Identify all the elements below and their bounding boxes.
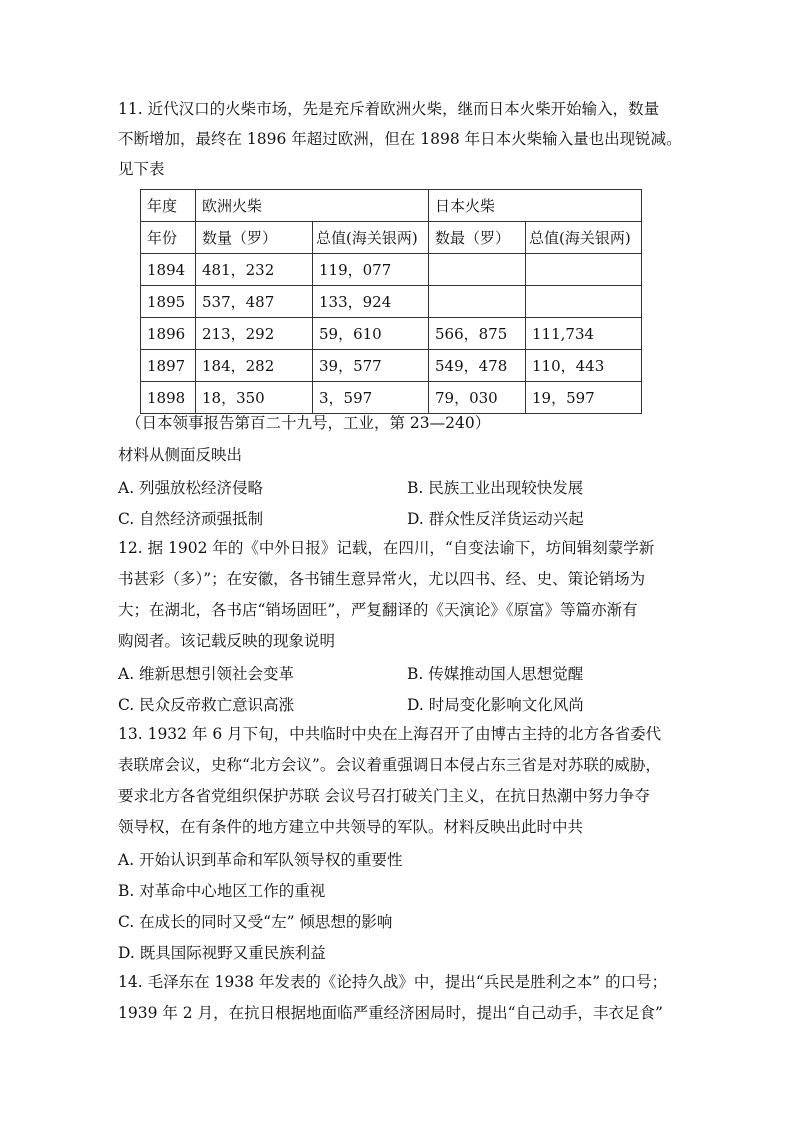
table-cell: 184，282 [196,350,313,382]
table-cell: 19，597 [526,382,642,414]
table-cell: 1896 [141,318,196,350]
table-row [141,254,642,286]
q12-option-c[interactable]: C. 民众反帝救亡意识高涨 [118,696,295,714]
table-cell: 111,734 [526,318,642,350]
q13-line-2: 表联席会议，史称“北方会议”。会议着重强调日本侵占东三省是对苏联的威胁， [118,756,661,774]
table-cell: 119，077 [313,254,429,286]
table-cell: 1894 [141,254,196,286]
table-row [141,318,642,350]
q13-line-1: 13. 1932 年 6 月下旬，中共临时中央在上海召开了由博古主持的北方各省委代 [118,725,662,743]
table-cell: 数量（罗） [196,222,313,254]
table-cell: 总值(海关银两) [313,222,429,254]
table-cell: 481，232 [196,254,313,286]
q12-option-a[interactable]: A. 维新思想引领社会变革 [118,665,295,683]
table-cell [526,254,642,286]
table-cell [429,286,526,318]
table-cell: 566，875 [429,318,526,350]
table-cell: 18，350 [196,382,313,414]
q11-line-3: 见下表 [118,160,165,178]
q12-line-4: 购阅者。该记载反映的现象说明 [118,632,336,650]
table-cell: 79，030 [429,382,526,414]
table-row [141,382,642,414]
q11-option-d[interactable]: D. 群众性反洋货运动兴起 [407,510,584,528]
q13-option-a[interactable]: A. 开始认识到革命和军队领导权的重要性 [118,851,403,869]
table-cell: 110，443 [526,350,642,382]
table-cell: 日本火柴 [429,190,642,222]
table-row [141,350,642,382]
table-cell: 213，292 [196,318,313,350]
q13-line-4: 领导权，在有条件的地方建立中共领导的军队。材料反映出此时中共 [118,818,584,836]
match-import-table [140,189,642,414]
table-cell: 1897 [141,350,196,382]
table-header-row [141,190,642,222]
table-cell: 549，478 [429,350,526,382]
q13-option-c[interactable]: C. 在成长的同时又受“左” 倾思想的影响 [118,913,393,931]
q13-line-3: 要求北方各省党组织保护苏联 会议号召打破关门主义，在抗日热潮中努力争夺 [118,787,650,805]
q12-line-3: 大；在湖北，各书店“销场固旺”，严复翻译的《天演论》《原富》等篇亦渐有 [118,601,638,619]
table-cell: 39，577 [313,350,429,382]
table-cell: 数最（罗） [429,222,526,254]
q11-line-2: 不断增加，最终在 1896 年超过欧洲，但在 1898 年日本火柴输入量也出现锐减。 [118,130,682,148]
table-cell: 1895 [141,286,196,318]
table-cell [526,286,642,318]
table-cell: 年份 [141,222,196,254]
q13-option-d[interactable]: D. 既具国际视野又重民族利益 [118,944,326,962]
table-cell [429,254,526,286]
q11-stem: 材料从侧面反映出 [118,446,243,464]
q11-option-c[interactable]: C. 自然经济顽强抵制 [118,510,264,528]
q11-option-a[interactable]: A. 列强放松经济侵略 [118,479,264,497]
table-cell: 3，597 [313,382,429,414]
q12-line-1: 12. 据 1902 年的《中外日报》记载，在四川，“自变法谕下，坊间辑刻蒙学新 [118,539,655,557]
q14-line-2: 1939 年 2 月，在抗日根据地面临严重经济困局时，提出“自己动手，丰衣足食” [118,1004,663,1022]
q13-option-b[interactable]: B. 对革命中心地区工作的重视 [118,882,326,900]
q12-line-2: 书甚彩（多）”；在安徽，各书铺生意异常火，尤以四书、经、史、策论销场为 [118,570,646,588]
q12-option-d[interactable]: D. 时局变化影响文化风尚 [407,696,584,714]
table-row [141,286,642,318]
q11-line-1: 11. 近代汉口的火柴市场，先是充斥着欧洲火柴，继而日本火柴开始输入，数量 [118,100,660,118]
table-cell: 总值(海关银两) [526,222,642,254]
table-cell: 59，610 [313,318,429,350]
table-header-row [141,222,642,254]
table-cell: 欧洲火柴 [196,190,429,222]
q11-source: （日本领事报告第百二十九号，工业，第 23—240） [126,414,491,432]
table-cell: 年度 [141,190,196,222]
q12-option-b[interactable]: B. 传媒推动国人思想觉醒 [407,665,584,683]
q14-line-1: 14. 毛泽东在 1938 年发表的《论持久战》中，提出“兵民是胜利之本” 的口号； [118,973,668,991]
q11-option-b[interactable]: B. 民族工业出现较快发展 [407,479,584,497]
table-cell: 1898 [141,382,196,414]
table-cell: 537，487 [196,286,313,318]
table-cell: 133，924 [313,286,429,318]
